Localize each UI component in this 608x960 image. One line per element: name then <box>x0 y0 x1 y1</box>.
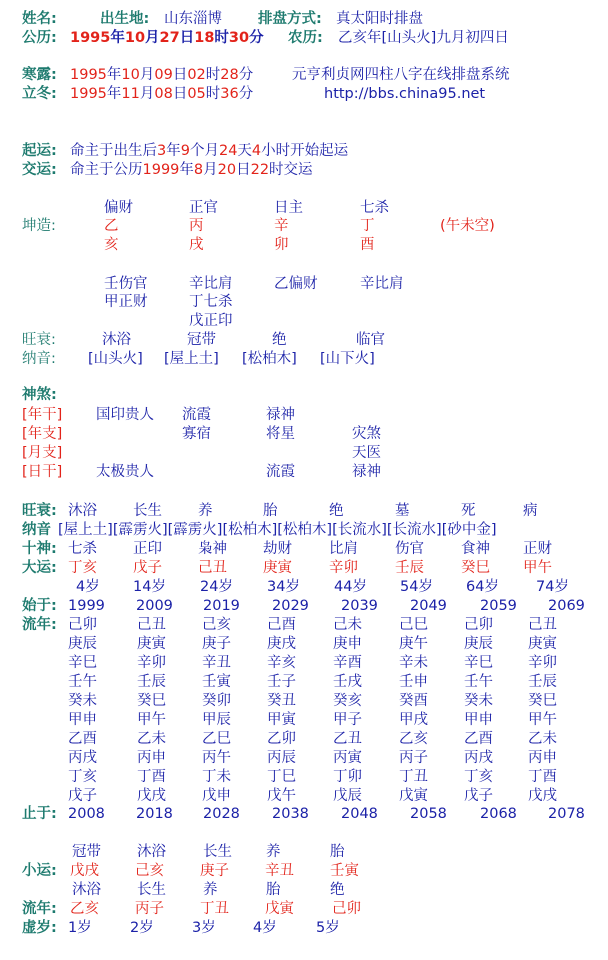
hidden-stem: 甲正财 <box>104 294 148 310</box>
solar-date-part: 1995 <box>70 30 111 46</box>
dayun-liunian: 壬申 <box>399 674 428 690</box>
solar-label: 公历: <box>22 30 57 46</box>
jiaoyun-part: 时交运 <box>269 162 313 178</box>
qiyun-part: 天 <box>237 143 252 159</box>
lidong-date-part: 11 <box>121 86 140 102</box>
dayun-shishen: 七杀 <box>68 541 97 557</box>
dayun-start-year: 2069 <box>548 598 585 614</box>
dayun-liunian: 戊午 <box>267 788 296 804</box>
dayun-liunian: 戊申 <box>202 788 231 804</box>
dayun-liunian: 甲寅 <box>267 712 296 728</box>
hanlu-date-part: 28 <box>220 67 239 83</box>
dayun-liunian: 己亥 <box>202 617 231 633</box>
dayun-end-year: 2008 <box>68 806 105 822</box>
shensha-item: 寡宿 <box>182 426 211 442</box>
dayun-liunian: 丁酉 <box>528 769 557 785</box>
dayun-liunian: 丙辰 <box>267 750 296 766</box>
qiyun-part: 24 <box>218 143 238 159</box>
solar-date-part: 10 <box>124 30 146 46</box>
xiaoyun-state-top: 冠带 <box>72 844 101 860</box>
dayun-liunian: 丁卯 <box>333 769 362 785</box>
lunar-value: 乙亥年[山头火]九月初四日 <box>338 30 509 46</box>
hanlu-label: 寒露: <box>22 67 57 83</box>
wangshuai-hour: 临官 <box>356 332 385 348</box>
solar-date-part: 分 <box>249 30 264 46</box>
dayun-start-year: 2019 <box>203 598 240 614</box>
lidong-date-part: 1995 <box>70 86 107 102</box>
hanlu-date-part: 10 <box>121 67 140 83</box>
hidden-stem: 乙偏财 <box>274 276 318 292</box>
wangshuai-month: 冠带 <box>187 332 216 348</box>
dayun-liunian: 乙巳 <box>202 731 231 747</box>
jiaoyun-part: 命主于公历 <box>70 162 143 178</box>
xiaoyun-state-bottom: 胎 <box>266 882 281 898</box>
jiaoyun-text <box>70 161 313 180</box>
dayun-end-year: 2018 <box>136 806 173 822</box>
dayun-wangshuai-label: 旺衰: <box>22 503 57 519</box>
dayun-pillar: 丁亥 <box>68 560 97 576</box>
xiaoyun-value: 庚子 <box>200 863 229 879</box>
dayun-liunian: 辛亥 <box>267 655 296 671</box>
solar-date-part: 年 <box>110 30 125 46</box>
lidong-date-part: 年 <box>106 86 122 102</box>
qiyun-part: 命主于出生后 <box>70 143 157 159</box>
pillar-branch-day: 卯 <box>274 237 289 253</box>
dayun-liunian: 癸酉 <box>399 693 428 709</box>
dayun-wangshuai: 墓 <box>395 503 410 519</box>
dayun-liunian: 壬辰 <box>137 674 166 690</box>
name-label: 姓名: <box>22 11 57 27</box>
jiaoyun-segments <box>70 162 313 178</box>
dayun-start-label: 始于: <box>22 598 57 614</box>
dayun-liunian: 丙戌 <box>68 750 97 766</box>
site-url-link[interactable]: http://bbs.china95.net <box>324 86 486 102</box>
nayin-label: 纳音: <box>22 351 56 367</box>
lidong-date <box>70 85 253 104</box>
dayun-liunian: 壬午 <box>68 674 97 690</box>
dayun-start-year: 1999 <box>68 598 105 614</box>
dayun-liunian: 庚寅 <box>528 636 557 652</box>
pillar-branch-year: 亥 <box>104 237 119 253</box>
solar-date-part: 30 <box>228 30 250 46</box>
xiaoyun-value: 戊戌 <box>70 863 99 879</box>
dayun-start-year: 2059 <box>480 598 517 614</box>
dayun-wangshuai: 长生 <box>133 503 162 519</box>
lidong-date-part: 36 <box>220 86 239 102</box>
dayun-liunian: 己未 <box>333 617 362 633</box>
dayun-liunian: 壬寅 <box>202 674 231 690</box>
solar-date-segments <box>70 30 264 46</box>
dayun-age: 24岁 <box>200 579 233 595</box>
hanlu-date-part: 月 <box>139 67 155 83</box>
dayun-start-year: 2029 <box>272 598 309 614</box>
shensha-item: 灾煞 <box>352 426 381 442</box>
shensha-item: 流霞 <box>182 407 211 423</box>
pillars-label: 坤造: <box>22 218 56 234</box>
shensha-item: 太极贵人 <box>96 464 154 480</box>
dayun-liunian: 乙丑 <box>333 731 362 747</box>
dayun-liunian: 辛卯 <box>528 655 557 671</box>
hanlu-date-part: 1995 <box>70 67 107 83</box>
lidong-date-part: 日 <box>172 86 188 102</box>
hanlu-date <box>70 66 253 85</box>
dayun-liunian: 己酉 <box>267 617 296 633</box>
dayun-wangshuai: 绝 <box>329 503 344 519</box>
xiaoyun-state-bottom: 养 <box>203 882 218 898</box>
pillar-shishen-month: 正官 <box>189 200 218 216</box>
dayun-liunian: 戊子 <box>68 788 97 804</box>
dayun-age: 34岁 <box>267 579 300 595</box>
pillar-stem-hour: 丁 <box>360 218 375 234</box>
dayun-end-label: 止于: <box>22 806 57 822</box>
dayun-liunian: 乙卯 <box>267 731 296 747</box>
qiyun-segments <box>70 143 348 159</box>
dayun-liunian: 癸丑 <box>267 693 296 709</box>
qiyun-part: 年 <box>166 143 181 159</box>
dayun-age: 74岁 <box>536 579 569 595</box>
dayun-wangshuai: 病 <box>523 503 538 519</box>
solar-date-part: 日 <box>179 30 195 46</box>
dayun-liunian: 辛酉 <box>333 655 362 671</box>
xiaoyun-state-top: 养 <box>266 844 281 860</box>
dayun-liunian: 辛未 <box>399 655 428 671</box>
pillar-branch-hour: 酉 <box>360 237 375 253</box>
dayun-shishen: 伤官 <box>395 541 424 557</box>
dayun-liunian: 辛巳 <box>68 655 97 671</box>
dayun-start-year: 2049 <box>410 598 447 614</box>
dayun-end-year: 2028 <box>203 806 240 822</box>
xiaoyun-state-top: 沐浴 <box>137 844 166 860</box>
dayun-liunian: 丙申 <box>528 750 557 766</box>
dayun-liunian: 辛巳 <box>464 655 493 671</box>
method-value: 真太阳时排盘 <box>336 11 423 27</box>
jiaoyun-label: 交运: <box>22 162 57 178</box>
jiaoyun-part: 22 <box>250 162 270 178</box>
xiaoyun-liunian: 乙亥 <box>70 901 99 917</box>
solar-date-part: 18 <box>194 30 215 46</box>
shensha-item: 国印贵人 <box>96 407 154 423</box>
dayun-liunian: 壬戌 <box>333 674 362 690</box>
xusui-value: 5岁 <box>316 920 340 936</box>
jiaoyun-part: 年 <box>179 162 194 178</box>
dayun-liunian: 丁亥 <box>68 769 97 785</box>
xiaoyun-state-bottom: 沐浴 <box>72 882 101 898</box>
dayun-end-year: 2078 <box>548 806 585 822</box>
xiaoyun-liunian: 戊寅 <box>265 901 294 917</box>
hanlu-date-part: 日 <box>172 67 188 83</box>
dayun-pillar: 庚寅 <box>263 560 292 576</box>
qiyun-part: 4 <box>251 143 262 159</box>
dayun-liunian: 癸未 <box>464 693 493 709</box>
solar-date-part: 时 <box>214 30 229 46</box>
shensha-row-label: [年干] <box>22 407 63 423</box>
hanlu-date-part: 年 <box>106 67 122 83</box>
dayun-end-year: 2068 <box>480 806 517 822</box>
lidong-date-part: 08 <box>154 86 173 102</box>
dayun-liunian: 甲子 <box>333 712 362 728</box>
dayun-liunian: 壬午 <box>464 674 493 690</box>
dayun-wangshuai: 胎 <box>263 503 278 519</box>
dayun-liunian: 丙戌 <box>464 750 493 766</box>
lunar-label: 农历: <box>288 30 323 46</box>
dayun-liunian: 丁巳 <box>267 769 296 785</box>
jiaoyun-part: 1999 <box>142 162 180 178</box>
birthplace-value: 山东淄博 <box>164 11 222 27</box>
dayun-liunian: 癸未 <box>68 693 97 709</box>
dayun-liunian: 乙亥 <box>399 731 428 747</box>
dayun-liunian: 己巳 <box>399 617 428 633</box>
system-name: 元亨利贞网四柱八字在线排盘系统 <box>292 67 510 83</box>
method-label: 排盘方式: <box>258 11 322 27</box>
dayun-liunian: 己卯 <box>464 617 493 633</box>
dayun-liunian: 乙未 <box>528 731 557 747</box>
wangshuai-day: 绝 <box>272 332 287 348</box>
dayun-age: 4岁 <box>76 579 100 595</box>
hanlu-date-part: 02 <box>187 67 206 83</box>
pillar-shishen-day: 日主 <box>274 200 303 216</box>
xusui-value: 4岁 <box>253 920 277 936</box>
shensha-item: 流霞 <box>266 464 295 480</box>
dayun-liunian: 戊子 <box>464 788 493 804</box>
dayun-wangshuai: 养 <box>198 503 213 519</box>
dayun-liunian: 壬子 <box>267 674 296 690</box>
dayun-liunian: 戊戌 <box>528 788 557 804</box>
dayun-liunian: 甲戌 <box>399 712 428 728</box>
dayun-pillar: 癸巳 <box>461 560 490 576</box>
dayun-liunian: 丙子 <box>399 750 428 766</box>
xiaoyun-state-bottom: 长生 <box>137 882 166 898</box>
dayun-shishen: 食神 <box>461 541 490 557</box>
pillar-stem-year: 乙 <box>104 218 119 234</box>
dayun-liunian: 癸巳 <box>528 693 557 709</box>
dayun-start-year: 2009 <box>136 598 173 614</box>
solar-date-part: 月 <box>145 30 160 46</box>
hanlu-date-part: 分 <box>238 67 254 83</box>
pillar-shishen-year: 偏财 <box>104 200 133 216</box>
hidden-stem: 辛比肩 <box>360 276 404 292</box>
dayun-liunian: 乙酉 <box>68 731 97 747</box>
dayun-age: 44岁 <box>334 579 367 595</box>
dayun-age: 14岁 <box>133 579 166 595</box>
nayin-day: [松柏木] <box>242 351 297 367</box>
dayun-liunian: 丁酉 <box>137 769 166 785</box>
dayun-shishen: 正印 <box>133 541 162 557</box>
pillar-shishen-hour: 七杀 <box>360 200 389 216</box>
wangshuai-label: 旺衰: <box>22 332 56 348</box>
hidden-stem: 戊正印 <box>189 313 233 329</box>
shensha-title: 神煞: <box>22 387 57 403</box>
xiaoyun-liunian: 己卯 <box>332 901 361 917</box>
lidong-date-segments <box>70 86 253 102</box>
xiaoyun-liunian-label: 流年: <box>22 901 57 917</box>
qiyun-text <box>70 142 348 161</box>
dayun-liunian: 壬辰 <box>528 674 557 690</box>
solar-date-part: 27 <box>159 30 180 46</box>
xiaoyun-value: 己亥 <box>135 863 164 879</box>
dayun-liunian: 癸巳 <box>137 693 166 709</box>
lidong-date-part: 时 <box>205 86 221 102</box>
wangshuai-year: 沐浴 <box>102 332 131 348</box>
nayin-month: [屋上土] <box>164 351 219 367</box>
dayun-nayin: [屋上土][霹雳火][霹雳火][松柏木][松柏木][长流水][长流水][砂中金] <box>58 522 497 538</box>
dayun-pillar: 己丑 <box>198 560 227 576</box>
shensha-item: 将星 <box>266 426 295 442</box>
shensha-item: 天医 <box>352 445 381 461</box>
lidong-date-part: 月 <box>139 86 155 102</box>
dayun-liunian: 辛丑 <box>202 655 231 671</box>
qiyun-label: 起运: <box>22 143 57 159</box>
dayun-liunian: 己卯 <box>68 617 97 633</box>
dayun-liunian: 庚辰 <box>464 636 493 652</box>
dayun-shishen: 劫财 <box>263 541 292 557</box>
dayun-pillar: 戊子 <box>133 560 162 576</box>
dayun-pillar: 辛卯 <box>329 560 358 576</box>
dayun-liunian: 乙未 <box>137 731 166 747</box>
dayun-liunian: 丙午 <box>202 750 231 766</box>
xusui-value: 1岁 <box>68 920 92 936</box>
dayun-liunian: 庚午 <box>399 636 428 652</box>
birthplace-label: 出生地: <box>100 11 150 27</box>
dayun-age: 54岁 <box>400 579 433 595</box>
shensha-item: 禄神 <box>352 464 381 480</box>
dayun-end-year: 2048 <box>341 806 378 822</box>
dayun-liunian: 甲申 <box>464 712 493 728</box>
hidden-stem: 壬伤官 <box>104 276 148 292</box>
jiaoyun-part: 8 <box>193 162 204 178</box>
solar-date <box>70 29 264 48</box>
shensha-row-label: [年支] <box>22 426 63 442</box>
pillar-stem-day: 辛 <box>274 218 289 234</box>
dayun-liunian: 辛卯 <box>137 655 166 671</box>
qiyun-part: 小时开始起运 <box>261 143 349 159</box>
xiaoyun-liunian: 丙子 <box>135 901 164 917</box>
dayun-liunian: 庚申 <box>333 636 362 652</box>
xiaoyun-liunian: 丁丑 <box>200 901 229 917</box>
dayun-liunian: 丁未 <box>202 769 231 785</box>
hanlu-date-part: 时 <box>205 67 221 83</box>
dayun-age: 64岁 <box>466 579 499 595</box>
hanlu-date-segments <box>70 67 253 83</box>
xiaoyun-label: 小运: <box>22 863 57 879</box>
nayin-year: [山头火] <box>88 351 143 367</box>
hanlu-date-part: 09 <box>154 67 173 83</box>
kongwang: (午未空) <box>440 218 495 234</box>
dayun-liunian: 戊戌 <box>137 788 166 804</box>
dayun-liunian: 戊辰 <box>333 788 362 804</box>
xusui-value: 2岁 <box>130 920 154 936</box>
dayun-liunian: 癸亥 <box>333 693 362 709</box>
shensha-item: 禄神 <box>266 407 295 423</box>
dayun-shishen: 枭神 <box>198 541 227 557</box>
qiyun-part: 3 <box>157 143 167 159</box>
dayun-liunian: 丙申 <box>137 750 166 766</box>
dayun-shishen: 比肩 <box>329 541 358 557</box>
nayin-hour: [山下火] <box>320 351 375 367</box>
xusui-value: 3岁 <box>192 920 216 936</box>
dayun-liunian: 甲申 <box>68 712 97 728</box>
xusui-label: 虚岁: <box>22 920 57 936</box>
dayun-liunian: 甲午 <box>528 712 557 728</box>
dayun-liunian: 丙寅 <box>333 750 362 766</box>
dayun-liunian: 庚寅 <box>137 636 166 652</box>
xiaoyun-state-top: 长生 <box>203 844 232 860</box>
dayun-start-year: 2039 <box>341 598 378 614</box>
lidong-date-part: 分 <box>238 86 254 102</box>
dayun-liunian: 庚辰 <box>68 636 97 652</box>
hidden-stem: 辛比肩 <box>189 276 233 292</box>
xiaoyun-value: 辛丑 <box>265 863 294 879</box>
dayun-liunian: 乙酉 <box>464 731 493 747</box>
pillar-branch-month: 戌 <box>189 237 204 253</box>
jiaoyun-part: 月 <box>203 162 218 178</box>
dayun-shishen-label: 十神: <box>22 541 57 557</box>
dayun-liunian: 己丑 <box>528 617 557 633</box>
dayun-nayin-label: 纳音 <box>22 522 51 538</box>
jiaoyun-part: 20 <box>217 162 237 178</box>
hidden-stem: 丁七杀 <box>189 294 233 310</box>
dayun-liunian: 甲辰 <box>202 712 231 728</box>
dayun-liunian: 庚子 <box>202 636 231 652</box>
dayun-liunian: 庚戌 <box>267 636 296 652</box>
qiyun-part: 9 <box>180 143 190 159</box>
dayun-wangshuai: 沐浴 <box>68 503 97 519</box>
dayun-shishen: 正财 <box>523 541 552 557</box>
qiyun-part: 个月 <box>189 143 219 159</box>
shensha-row-label: [月支] <box>22 445 63 461</box>
dayun-end-year: 2038 <box>272 806 309 822</box>
dayun-liunian: 丁丑 <box>399 769 428 785</box>
lidong-date-part: 05 <box>187 86 206 102</box>
dayun-end-year: 2058 <box>410 806 447 822</box>
dayun-label: 大运: <box>22 560 57 576</box>
xiaoyun-value: 壬寅 <box>330 863 359 879</box>
dayun-liunian: 甲午 <box>137 712 166 728</box>
xiaoyun-state-bottom: 绝 <box>330 882 345 898</box>
lidong-label: 立冬: <box>22 86 57 102</box>
dayun-pillar: 壬辰 <box>395 560 424 576</box>
pillar-stem-month: 丙 <box>189 218 204 234</box>
jiaoyun-part: 日 <box>236 162 251 178</box>
dayun-liunian: 癸卯 <box>202 693 231 709</box>
dayun-wangshuai: 死 <box>461 503 476 519</box>
dayun-pillar: 甲午 <box>523 560 552 576</box>
dayun-liunian: 戊寅 <box>399 788 428 804</box>
shensha-row-label: [日干] <box>22 464 63 480</box>
dayun-liunian-label: 流年: <box>22 617 57 633</box>
dayun-liunian: 己丑 <box>137 617 166 633</box>
dayun-liunian: 丁亥 <box>464 769 493 785</box>
xiaoyun-state-top: 胎 <box>330 844 345 860</box>
